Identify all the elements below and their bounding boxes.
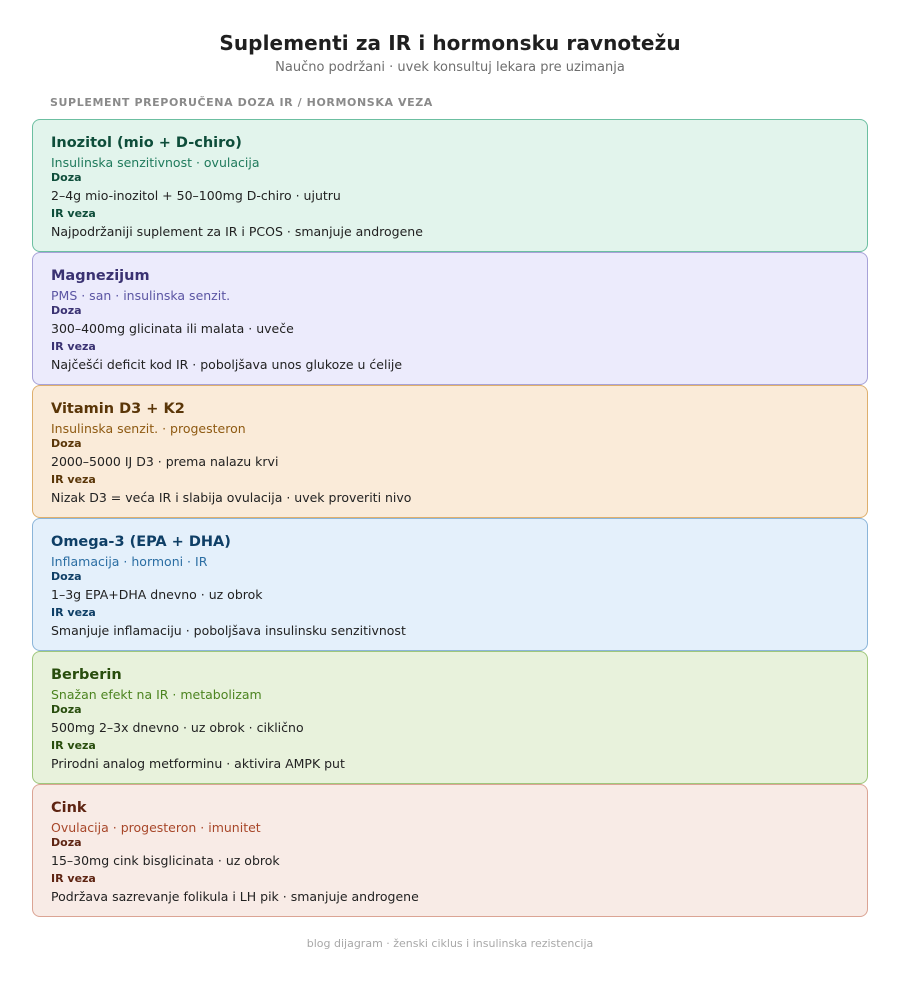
dose-value: 1–3g EPA+DHA dnevno · uz obrok xyxy=(51,587,263,602)
dose-label: Doza xyxy=(51,171,82,184)
ir-value: Podržava sazrevanje folikula i LH pik · smanjuje androgene xyxy=(51,889,419,904)
ir-value: Najpodržaniji suplement za IR i PCOS · smanjuje androgene xyxy=(51,224,423,239)
ir-label: IR veza xyxy=(51,872,96,885)
dose-value: 300–400mg glicinata ili malata · uveče xyxy=(51,321,294,336)
ir-label: IR veza xyxy=(51,739,96,752)
ir-value: Najčešći deficit kod IR · poboljšava unos glukoze u ćelije xyxy=(51,357,403,372)
ir-label: IR veza xyxy=(51,340,96,353)
ir-value: Prirodni analog metforminu · aktivira AMPK put xyxy=(51,756,345,771)
supplement-card-omega-3 xyxy=(32,518,868,651)
supplement-tags: Insulinska senzitivnost · ovulacija xyxy=(51,155,260,170)
ir-value: Smanjuje inflamaciju · poboljšava insulinsku senzitivnost xyxy=(51,623,406,638)
dose-label: Doza xyxy=(51,570,82,583)
ir-value: Nizak D3 = veća IR i slabija ovulacija · uvek proveriti nivo xyxy=(51,490,412,505)
column-header: SUPLEMENT PREPORUČENA DOZA IR / HORMONSKA VEZA xyxy=(50,96,433,109)
ir-label: IR veza xyxy=(51,473,96,486)
supplement-list xyxy=(32,119,868,917)
supplement-tags: Insulinska senzit. · progesteron xyxy=(51,421,246,436)
page-title: Suplementi za IR i hormonsku ravnotežu xyxy=(219,31,681,55)
supplement-name: Berberin xyxy=(51,667,122,683)
supplement-name: Inozitol (mio + D-chiro) xyxy=(51,135,242,151)
supplement-name: Omega-3 (EPA + DHA) xyxy=(51,534,231,550)
dose-value: 2000–5000 IJ D3 · prema nalazu krvi xyxy=(51,454,279,469)
dose-label: Doza xyxy=(51,437,82,450)
supplement-card-magnezijum xyxy=(32,252,868,385)
supplement-card-vitamin-d3 xyxy=(32,385,868,518)
supplement-name: Cink xyxy=(51,800,87,816)
dose-label: Doza xyxy=(51,836,82,849)
ir-label: IR veza xyxy=(51,207,96,220)
supplement-tags: Ovulacija · progesteron · imunitet xyxy=(51,820,261,835)
dose-label: Doza xyxy=(51,304,82,317)
supplement-tags: Inflamacija · hormoni · IR xyxy=(51,554,208,569)
supplement-name: Magnezijum xyxy=(51,268,150,284)
footer-note: blog dijagram · ženski ciklus i insulinska rezistencija xyxy=(306,937,594,950)
supplement-tags: Snažan efekt na IR · metabolizam xyxy=(51,687,262,702)
supplement-card-berberin xyxy=(32,651,868,784)
supplement-tags: PMS · san · insulinska senzit. xyxy=(51,288,231,303)
dose-value: 2–4g mio-inozitol + 50–100mg D-chiro · ujutru xyxy=(51,188,341,203)
supplement-card-cink xyxy=(32,784,868,917)
supplement-name: Vitamin D3 + K2 xyxy=(51,401,185,417)
supplement-card-inozitol xyxy=(32,119,868,252)
page-subtitle: Naučno podržani · uvek konsultuj lekara pre uzimanja xyxy=(275,60,625,75)
ir-label: IR veza xyxy=(51,606,96,619)
dose-value: 500mg 2–3x dnevno · uz obrok · ciklično xyxy=(51,720,304,735)
dose-label: Doza xyxy=(51,703,82,716)
dose-value: 15–30mg cink bisglicinata · uz obrok xyxy=(51,853,280,868)
